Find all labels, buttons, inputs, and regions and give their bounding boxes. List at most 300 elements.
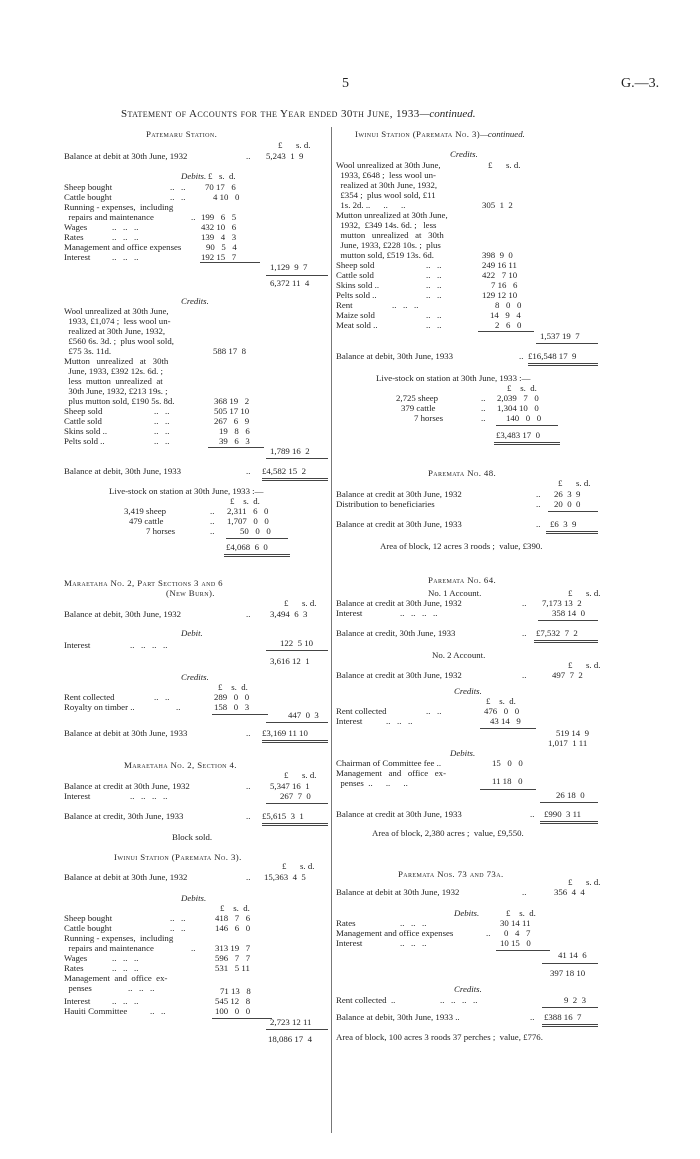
line-label: Hauiti Committee [64, 1006, 128, 1016]
line-label: Rent [336, 300, 353, 310]
line-amount: 39 6 3 [219, 436, 250, 446]
sum-rule [480, 728, 536, 729]
leader-dots: .. .. [154, 426, 170, 436]
sum-rule [496, 425, 558, 426]
double-rule [540, 821, 598, 824]
credits-total: 1,537 19 7 [540, 331, 580, 341]
opening-balance-label: Balance at debit at 30th June, 1932 [64, 151, 188, 161]
line-amount: 8 0 0 [495, 300, 522, 310]
line-amount: 596 7 7 [215, 953, 251, 963]
line-amount: 43 14 9 [490, 716, 521, 726]
col-head-pound: £ [278, 140, 283, 150]
line-label: Pelts sold .. [336, 290, 377, 300]
line-amount: 146 6 0 [215, 923, 251, 933]
line-label: Sheep sold [64, 406, 103, 416]
line-amount: 267 6 9 [214, 416, 250, 426]
line-amount: 19 8 6 [219, 426, 250, 436]
livestock-heading: Live-stock on station at 30th June, 1933 :— [376, 373, 531, 383]
narrative-line: 1933, £1,074 ; less wool un- [64, 316, 171, 326]
line-amount: 358 14 0 [552, 608, 585, 618]
closing-balance-value: £7,532 7 2 [536, 628, 578, 638]
line-amount: 2 6 0 [495, 320, 522, 330]
maraetaha-subtitle: (New Burn). [166, 588, 215, 598]
narrative-line: Chairman of Committee fee .. [336, 758, 442, 768]
line-label: Cattle bought [64, 923, 112, 933]
narrative-line: Mutton unrealized at 30th [64, 356, 169, 366]
leader-dots: .. [522, 628, 527, 638]
narrative-line: 30th June, 1932, £213 19s. ; [64, 386, 168, 396]
credits-total: 447 0 3 [288, 710, 319, 720]
debits-total: 2,723 12 11 [270, 1017, 312, 1027]
page-number: 5 [342, 76, 349, 91]
line-amount: 70 17 6 [205, 182, 236, 192]
narrative-line: £75 3s. 11d. [64, 346, 112, 356]
line-amount: 140 0 0 [506, 413, 542, 423]
line-label: Interest [64, 640, 91, 650]
line-label: 7 horses [146, 526, 176, 536]
leader-dots: .. .. .. [112, 963, 139, 973]
sum-rule [266, 1029, 328, 1030]
line-amount: 26 3 9 [554, 489, 581, 499]
col-head-pound: £ [558, 478, 563, 488]
debits-total: 1,129 9 7 [270, 262, 308, 272]
double-rule [262, 478, 328, 481]
debits-col-head: £ s. d. [220, 903, 250, 913]
double-rule [528, 363, 598, 366]
leader-dots: .. .. .. [386, 716, 413, 726]
line-label: Royalty on timber .. [64, 702, 135, 712]
leader-dots: .. .. .. [392, 300, 419, 310]
line-label: Meat sold .. [336, 320, 378, 330]
leader-dots: .. [522, 598, 527, 608]
line-label: Rates [64, 232, 84, 242]
line-amount: 30 14 11 [500, 918, 531, 928]
line-label: Running - expenses, including [64, 202, 174, 212]
closing-balance-label: Balance at credit at 30th June, 1933 [336, 519, 462, 529]
column-divider [331, 127, 332, 1133]
leader-dots: .. [246, 781, 251, 791]
line-label: Rent collected .. [336, 995, 396, 1005]
line-label: repairs and maintenance [64, 212, 154, 222]
leader-dots: .. .. .. [400, 918, 427, 928]
maraetaha-title: Maraetaha No. 2, Part Sections 3 and 6 [64, 578, 223, 588]
col-head-pound: £ [568, 877, 573, 887]
area-value-note: Area of block, 100 acres 3 roods 37 perches ; value, £776. [336, 1032, 543, 1042]
leader-dots: .. .. .. .. [400, 608, 438, 618]
account-1-title: No. 1 Account. [428, 588, 482, 598]
parematta-64-title: Paremata No. 64. [428, 575, 497, 585]
leader-dots: .. [530, 809, 535, 819]
leader-dots: .. [536, 519, 541, 529]
line-amount: 422 7 10 [482, 270, 518, 280]
line-amount: 7,173 13 2 [542, 598, 582, 608]
opening-balance-value: 356 4 4 [554, 887, 585, 897]
opening-balance-label: Balance at credit at 30th June, 1932 [336, 670, 462, 680]
leader-dots: .. [210, 506, 215, 516]
leader-dots: .. .. [426, 290, 442, 300]
leader-dots: .. .. .. [112, 222, 139, 232]
sum-rule [542, 963, 598, 964]
leader-dots: .. .. [426, 270, 442, 280]
opening-balance-value: 497 7 2 [552, 670, 583, 680]
line-label: Interest [336, 716, 363, 726]
line-amount: 14 9 4 [490, 310, 521, 320]
line-amount: 5,347 16 1 [270, 781, 310, 791]
line-amount: 313 19 7 [215, 943, 251, 953]
leader-dots: .. [246, 872, 251, 882]
sum-rule [212, 1018, 272, 1019]
line-label: Sheep bought [64, 913, 113, 923]
narrative-line: mutton unrealized at 30th [336, 230, 444, 240]
double-rule [262, 740, 328, 743]
col-head-sd: s. d. [586, 660, 601, 670]
opening-balance-label: Balance at debit at 30th June, 1932 [336, 887, 460, 897]
line-label: 7 horses [414, 413, 444, 423]
debit-heading: Debit. [181, 628, 203, 638]
leader-dots: .. [246, 609, 251, 619]
line-label: Wages [64, 953, 88, 963]
closing-balance-value: £16,548 17 9 [528, 351, 577, 361]
debits-total: 41 14 6 [558, 950, 587, 960]
narrative-line: £560 6s. 3d. ; plus wool sold, [64, 336, 174, 346]
line-amount: 15 0 0 [492, 758, 523, 768]
sum-rule [266, 803, 328, 804]
leader-dots: .. [191, 212, 196, 222]
page-code: G.—3. [621, 76, 660, 91]
line-label: Cattle bought [64, 192, 112, 202]
leader-dots: .. .. .. [400, 938, 427, 948]
debits-heading: Debits. [181, 893, 207, 903]
subtotal: 6,372 11 4 [270, 278, 310, 288]
line-amount: 199 6 5 [201, 212, 237, 222]
col-head-sd: s. d. [296, 140, 311, 150]
double-rule [542, 1024, 598, 1027]
iwinui-cont-title-main: Iwinui Station (Paremata No. 3) [355, 129, 481, 139]
statement-title-main: Statement of Accounts for the Year ended 30th June, 1933 [121, 108, 420, 120]
col-head-sd: s. d. [586, 588, 601, 598]
sum-rule [266, 722, 328, 723]
opening-balance-label: Balance at debit at 30th June, 1932 [64, 872, 188, 882]
leader-dots: .. .. [154, 692, 170, 702]
sum-rule [548, 511, 598, 512]
col-head-sd: s. d. [302, 770, 317, 780]
leader-dots: .. [536, 499, 541, 509]
leader-dots: .. [530, 1012, 535, 1022]
line-label: Balance at credit at 30th June, 1932 [64, 781, 190, 791]
double-rule [546, 531, 598, 534]
leader-dots: .. .. [170, 182, 186, 192]
narrative-line: Management and office ex- [336, 768, 446, 778]
livestock-total: £3,483 17 0 [496, 430, 540, 440]
line-label: Wages [64, 222, 88, 232]
leader-dots: .. .. .. [128, 983, 155, 993]
line-label: Sheep sold [336, 260, 375, 270]
line-amount: 305 1 2 [482, 200, 513, 210]
leader-dots: .. [246, 811, 251, 821]
line-label: Balance at credit at 30th June, 1932 [336, 598, 462, 608]
opening-balance-value: 5,243 1 9 [266, 151, 304, 161]
maraetaha4-title: Maraetaha No. 2, Section 4. [124, 760, 237, 770]
line-label: Sheep bought [64, 182, 113, 192]
col-head-pound: £ [284, 598, 289, 608]
credits-total: 1,789 16 2 [270, 446, 310, 456]
line-amount: 158 0 3 [214, 702, 250, 712]
opening-balance-label: Balance at debit, 30th June, 1932 [64, 609, 182, 619]
subtotal: 1,017 1 11 [548, 738, 588, 748]
line-label: Interest [336, 938, 363, 948]
line-amount: 2,311 6 0 [227, 506, 269, 516]
leader-dots: .. .. .. .. [130, 791, 168, 801]
credits-heading: Credits. [454, 984, 482, 994]
sum-rule [266, 650, 328, 651]
area-value-note: Area of block, 12 acres 3 roods ; value, £390. [380, 541, 543, 551]
debits-col-head: £ s. d. [506, 908, 536, 918]
narrative-line: Mutton unrealized at 30th June, [336, 210, 448, 220]
livestock-heading: Live-stock on station at 30th June, 1933 :— [109, 486, 264, 496]
line-amount: 139 4 3 [201, 232, 237, 242]
col-head-sd: s. d. [576, 478, 591, 488]
leader-dots: .. .. [426, 320, 442, 330]
line-label: Skins sold .. [64, 426, 108, 436]
line-label: Management and office ex- [64, 973, 168, 983]
line-amount: 50 0 0 [240, 526, 271, 536]
line-amount: 398 9 0 [482, 250, 513, 260]
line-label: Rent collected [64, 692, 115, 702]
leader-dots: .. .. [426, 280, 442, 290]
line-label: repairs and maintenance [64, 943, 154, 953]
leader-dots: .. [522, 887, 527, 897]
col-head-pound: £ [488, 160, 493, 170]
leader-dots: .. [522, 670, 527, 680]
line-amount: 1,304 10 0 [497, 403, 539, 413]
iwinui-cont-title-suffix: —continued. [480, 129, 525, 139]
leader-dots: .. .. .. [112, 953, 139, 963]
livestock-col-head: £ s. d. [507, 383, 537, 393]
subtotal: 3,616 12 1 [270, 656, 310, 666]
line-label: Interest [64, 791, 91, 801]
leader-dots: .. .. [154, 416, 170, 426]
leader-dots: .. [246, 151, 251, 161]
leader-dots: .. .. [426, 260, 442, 270]
sum-rule [266, 275, 328, 276]
area-value-note: Area of block, 2,380 acres ; value, £9,550. [372, 828, 524, 838]
col-head-sd: s. d. [506, 160, 521, 170]
closing-balance-label: Balance at credit, 30th June, 1933 [336, 628, 456, 638]
leader-dots: .. .. .. [112, 252, 139, 262]
sum-rule [208, 447, 264, 448]
statement-title [121, 109, 476, 119]
line-label: Cattle sold [64, 416, 102, 426]
line-amount: 1,707 0 0 [227, 516, 269, 526]
col-head-sd: s. d. [302, 598, 317, 608]
parematta-73-title: Paremata Nos. 73 and 73a. [398, 869, 504, 879]
line-amount: 11 18 0 [492, 776, 523, 786]
sum-rule [226, 538, 288, 539]
line-label: 3,419 sheep [124, 506, 167, 516]
line-label: Management and office expenses [64, 242, 182, 252]
credits-heading: Credits. [454, 686, 482, 696]
line-amount: 100 0 0 [215, 1006, 251, 1016]
line-label: Skins sold .. [336, 280, 380, 290]
debits-col-head: £ s. d. [208, 171, 236, 181]
line-amount: 505 17 10 [214, 406, 250, 416]
line-amount: 10 15 0 [500, 938, 531, 948]
closing-balance-label: Balance at debit, 30th June, 1933 .. [336, 1012, 460, 1022]
line-label: Interest [336, 608, 363, 618]
double-rule [534, 640, 598, 643]
debits-heading: Debits. [181, 171, 207, 181]
sum-rule [478, 331, 534, 332]
leader-dots: .. .. [150, 1006, 166, 1016]
leader-dots: .. [246, 466, 251, 476]
col-head-pound: £ [568, 588, 573, 598]
livestock-total: £4,068 6 0 [226, 542, 268, 552]
closing-balance-value: £3,169 11 10 [262, 728, 308, 738]
closing-balance-value: £4,582 15 2 [262, 466, 306, 476]
leader-dots: .. .. [426, 310, 442, 320]
line-amount: 418 7 6 [215, 913, 251, 923]
leader-dots: .. .. .. .. [440, 995, 478, 1005]
credits-heading: Credits. [181, 296, 209, 306]
line-label: Maize sold [336, 310, 375, 320]
line-label: Distribution to beneficiaries [336, 499, 435, 509]
leader-dots: .. [210, 526, 215, 536]
line-label: Running - expenses, including [64, 933, 174, 943]
closing-balance-label: Balance at debit at 30th June, 1933 [64, 728, 188, 738]
patemaru-title: Patemaru Station. [146, 129, 218, 139]
iwinui-title: Iwinui Station (Paremata No. 3). [114, 852, 242, 862]
line-label: 2,725 sheep [396, 393, 439, 403]
narrative-line: plus mutton sold, £190 5s. 8d. [64, 396, 175, 406]
line-label: Balance at credit at 30th June, 1932 [336, 489, 462, 499]
narrative-line: 1932, £349 14s. 6d. ; less [336, 220, 437, 230]
sum-rule [266, 458, 328, 459]
line-label: penses [64, 983, 92, 993]
narrative-line: June, 1933, £392 12s. 6d. ; [64, 366, 163, 376]
leader-dots: .. [210, 516, 215, 526]
parematta-48-title: Paremata No. 48. [428, 468, 497, 478]
line-amount: 4 10 0 [213, 192, 240, 202]
col-head-pound: £ [284, 770, 289, 780]
line-amount: 249 16 11 [482, 260, 517, 270]
leader-dots: .. .. .. .. [130, 640, 168, 650]
line-label: Rates [64, 963, 84, 973]
leader-dots: .. [486, 928, 491, 938]
col-head-sd: s. d. [300, 861, 315, 871]
leader-dots: .. [481, 403, 486, 413]
closing-balance-label: Balance at debit, 30th June, 1933 [336, 351, 454, 361]
credits-heading: Credits. [450, 149, 478, 159]
line-amount: 289 0 0 [214, 692, 250, 702]
narrative-line: 1933, £648 ; less wool un- [336, 170, 436, 180]
statement-title-continued: —continued. [419, 108, 476, 120]
line-amount: 476 0 0 [484, 706, 520, 716]
sum-rule [538, 620, 598, 621]
col-head-pound: £ [282, 861, 287, 871]
line-amount: 90 5 4 [206, 242, 237, 252]
credits-col-head: £ s. d. [486, 696, 516, 706]
leader-dots: .. .. [426, 706, 442, 716]
narrative-line: June, 1933, £228 10s. ; plus [336, 240, 441, 250]
line-label: Cattle sold [336, 270, 374, 280]
sum-rule [540, 802, 598, 803]
leader-dots: .. [536, 489, 541, 499]
debits-total: 26 18 0 [556, 790, 585, 800]
narrative-line: mutton sold, £519 13s. 6d. [336, 250, 434, 260]
double-rule [262, 823, 328, 826]
line-amount: 122 5 10 [280, 638, 313, 648]
line-label: 379 cattle [401, 403, 436, 413]
sum-rule [200, 262, 260, 263]
closing-balance-label: Balance at debit, 30th June, 1933 [64, 466, 182, 476]
line-amount: 0 4 7 [504, 928, 531, 938]
sum-rule [480, 789, 536, 790]
sum-rule [212, 714, 268, 715]
line-label: Management and office expenses [336, 928, 454, 938]
narrative-line: Wool unrealized at 30th June, [336, 160, 441, 170]
credits-col-head: £ s. d. [218, 682, 248, 692]
subtotal: 18,086 17 4 [268, 1034, 312, 1044]
debits-heading: Debits. [450, 748, 476, 758]
col-head-sd: s. d. [586, 877, 601, 887]
opening-balance-value: 15,363 4 5 [264, 872, 306, 882]
livestock-col-head: £ s. d. [230, 496, 260, 506]
line-amount: 20 0 0 [554, 499, 581, 509]
col-head-pound: £ [568, 660, 573, 670]
line-label: Rates [336, 918, 356, 928]
narrative-line: realized at 30th June, 1932, [336, 180, 438, 190]
closing-balance-value: £990 3 11 [544, 809, 582, 819]
closing-balance-value: £5,615 3 1 [262, 811, 304, 821]
line-amount: 2,039 7 0 [497, 393, 539, 403]
sum-rule [536, 343, 598, 344]
leader-dots: .. .. [170, 923, 186, 933]
line-amount: 588 17 8 [213, 346, 246, 356]
leader-dots: .. [481, 393, 486, 403]
line-amount: 368 19 2 [214, 396, 250, 406]
debits-heading: Debits. [454, 908, 480, 918]
narrative-line: £354 ; plus wool sold, £11 [336, 190, 436, 200]
line-amount: 192 15 7 [201, 252, 237, 262]
line-amount: 432 10 6 [201, 222, 237, 232]
narrative-line: Wool unrealized at 30th June, [64, 306, 169, 316]
closing-balance-value: £388 16 7 [544, 1012, 582, 1022]
line-amount: 71 13 8 [220, 986, 251, 996]
leader-dots: .. .. [154, 406, 170, 416]
leader-dots: .. [176, 702, 181, 712]
subtotal: 397 18 10 [550, 968, 586, 978]
opening-balance-value: 3,494 6 3 [270, 609, 308, 619]
double-rule [494, 442, 560, 445]
closing-balance-value: £6 3 9 [550, 519, 577, 529]
line-label: Rent collected [336, 706, 387, 716]
line-amount: 7 16 6 [491, 280, 518, 290]
block-sold-note: Block sold. [172, 832, 213, 842]
credits-total: 519 14 9 [556, 728, 589, 738]
line-label: 479 cattle [129, 516, 164, 526]
narrative-line: penses .. .. .. [336, 778, 408, 788]
closing-balance-label: Balance at credit at 30th June, 1933 [336, 809, 462, 819]
line-label: Pelts sold .. [64, 436, 105, 446]
leader-dots: .. [191, 943, 196, 953]
line-amount: 129 12 10 [482, 290, 518, 300]
narrative-line: less mutton unrealized at [64, 376, 163, 386]
leader-dots: .. [519, 351, 524, 361]
line-label: Interest [64, 252, 91, 262]
line-label: Interest [64, 996, 91, 1006]
leader-dots: .. .. .. [112, 232, 139, 242]
leader-dots: .. [481, 413, 486, 423]
